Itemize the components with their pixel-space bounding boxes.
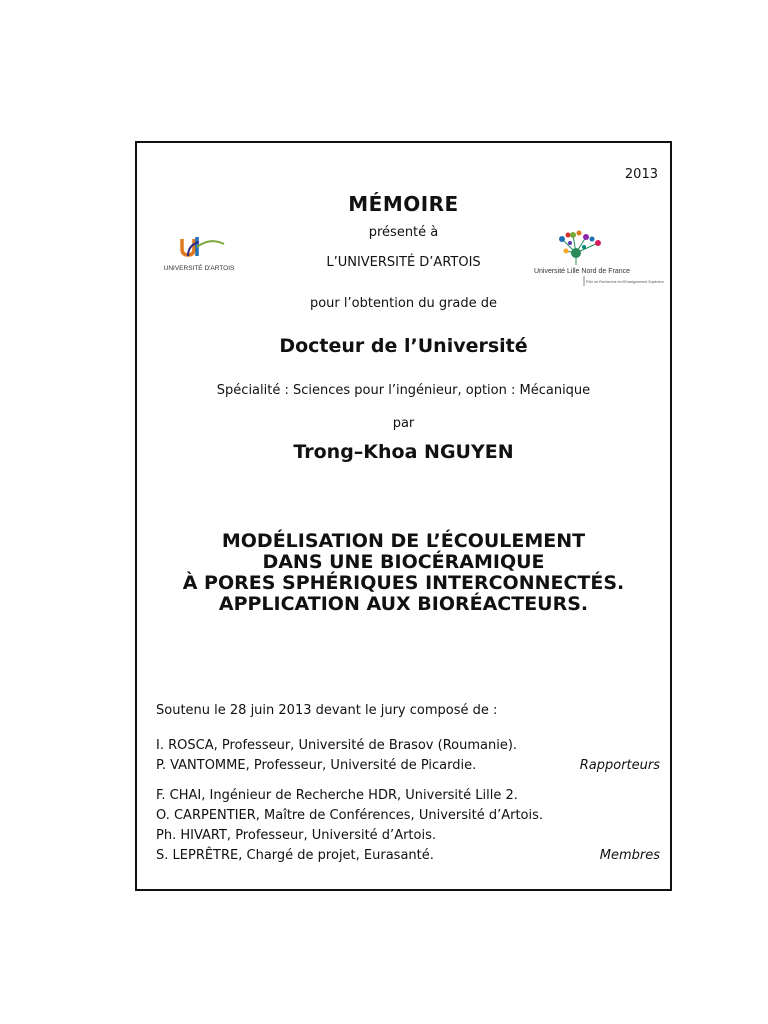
jury-member: Ph. HIVART, Professeur, Université d’Artois.	[156, 828, 436, 843]
universite-lille-logo-sublabel: Pôle de Recherche et d'Enseignement Supérieur	[586, 280, 664, 284]
jury-member: P. VANTOMME, Professeur, Université de Picardie.	[156, 758, 477, 773]
cover-frame	[135, 141, 672, 891]
author-name: Trong–Khoa NGUYEN	[293, 441, 514, 463]
defense-statement: Soutenu le 28 juin 2013 devant le jury composé de :	[156, 703, 498, 718]
by-label: par	[392, 416, 415, 431]
universite-lille-logo-label: Université Lille Nord de France	[533, 268, 631, 275]
jury-member: S. LEPRÊTRE, Chargé de projet, Eurasanté.	[156, 848, 434, 863]
degree-intro: pour l’obtention du grade de	[309, 296, 498, 311]
jury-member: O. CARPENTIER, Maître de Conférences, Université d’Artois.	[156, 808, 544, 823]
degree-title: Docteur de l’Université	[279, 335, 528, 357]
universite-artois-logo	[162, 235, 237, 277]
jury-member: F. CHAI, Ingénieur de Recherche HDR, Université Lille 2.	[156, 788, 518, 803]
presented-to: présenté à	[368, 225, 439, 240]
universite-artois-logo-label: UNIVERSITÉ D'ARTOIS	[163, 265, 235, 272]
year: 2013	[624, 167, 658, 182]
rapporteurs-label: Rapporteurs	[579, 758, 660, 773]
document-type: MÉMOIRE	[348, 192, 459, 216]
thesis-title-line: MODÉLISATION DE L’ÉCOULEMENT	[221, 530, 586, 552]
thesis-title-line: DANS UNE BIOCÉRAMIQUE	[262, 551, 545, 573]
thesis-title-line: À PORES SPHÉRIQUES INTERCONNECTÉS.	[182, 572, 625, 594]
jury-member: I. ROSCA, Professeur, Université de Brasov (Roumanie).	[156, 738, 518, 753]
speciality: Spécialité : Sciences pour l’ingénieur, option : Mécanique	[216, 383, 591, 398]
universite-lille-logo	[526, 225, 664, 287]
university-name: L’UNIVERSITÉ D’ARTOIS	[326, 255, 481, 270]
thesis-title-line: APPLICATION AUX BIORÉACTEURS.	[218, 593, 589, 615]
membres-label: Membres	[599, 848, 660, 863]
thesis-title	[137, 531, 670, 615]
